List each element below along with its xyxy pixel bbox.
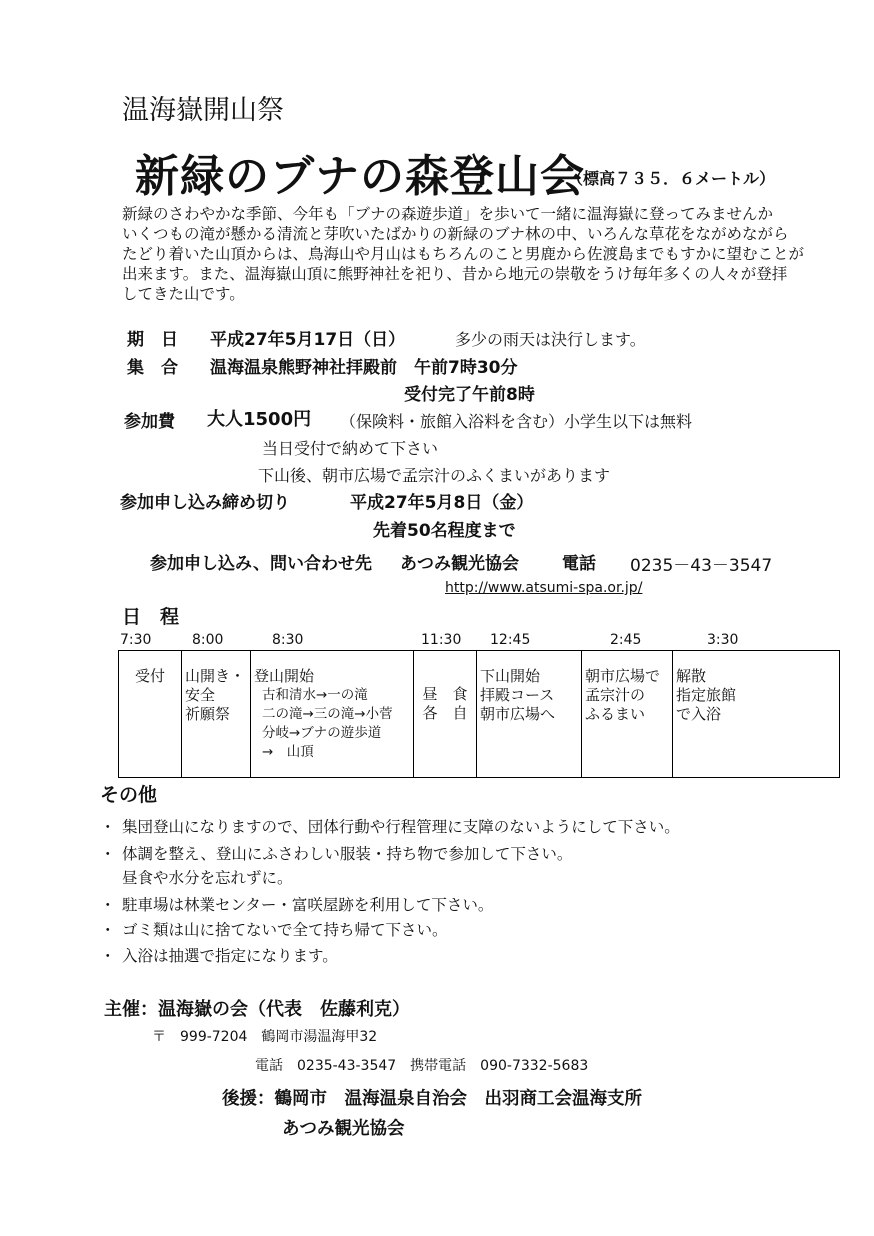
website-link[interactable]: http://www.atsumi-spa.or.jp/: [445, 580, 643, 596]
bullet-dot: ・: [100, 896, 116, 914]
bullet-dot: ・: [100, 921, 116, 939]
organizer-postal: 〒 999-7204 鶴岡市湯温海甲32: [152, 1029, 378, 1045]
time-label: 12:45: [490, 632, 531, 648]
list-item: 駐車場は林業センター・富咲屋跡を利用して下さい。: [122, 896, 494, 914]
meet-value: 温海温泉熊野神社拝殿前 午前7時30分: [210, 358, 518, 378]
date-value: 平成27年5月17日（日）: [210, 330, 406, 350]
deadline-value: 平成27年5月8日（金）: [350, 493, 534, 513]
bullet-dot: ・: [100, 947, 116, 965]
intro-paragraph: [122, 204, 822, 304]
schedule-heading: 日 程: [122, 606, 180, 628]
organizer-label: 主催：温海嶽の会（代表 佐藤利克）: [104, 999, 410, 1020]
schedule-cell: 朝市広場で 孟宗汁の ふるまい: [582, 651, 673, 778]
fee-label: 参加費: [124, 412, 175, 432]
support-label-2: あつみ観光協会: [282, 1119, 405, 1139]
intro-line: してきた山です。: [122, 285, 245, 303]
list-item: 入浴は抽選で指定になります。: [122, 947, 338, 965]
time-label: 8:00: [192, 632, 224, 648]
table-row: [119, 651, 840, 778]
schedule-cell: 昼 食 各 自: [414, 651, 477, 778]
meet-value-2: 受付完了午前8時: [404, 385, 535, 405]
meet-label: 集 合: [127, 358, 178, 378]
contact-tel: 0235－43－3547: [630, 556, 773, 576]
time-label: 3:30: [707, 632, 739, 648]
time-label: 8:30: [272, 632, 304, 648]
deadline-label: 参加申し込み締め切り: [120, 493, 290, 513]
schedule-cell: 山開き・ 安全 祈願祭: [182, 651, 251, 778]
support-label: 後援：鶴岡市 温海温泉自治会 出羽商工会温海支所: [222, 1089, 642, 1109]
fee-note: （保険料・旅館入浴料を含む）小学生以下は無料: [340, 412, 693, 431]
intro-line: いくつもの滝が懸かる清流と芽吹いたばかりの新緑のブナ林の中、いろんな草花をながめながら: [122, 225, 789, 243]
contact-tel-label: 電話: [562, 554, 596, 574]
schedule-cell: 解散 指定旅館 で入浴: [673, 651, 840, 778]
list-item: 集団登山になりますので、団体行動や行程管理に支障のないようにして下さい。: [122, 818, 680, 836]
intro-line: 出来ます。また、温海嶽山頂に熊野神社を祀り、昔から地元の崇敬をうけ毎年多くの人々が登拝: [122, 265, 788, 283]
capacity: 先着50名程度まで: [373, 521, 516, 541]
fee-note-3: 下山後、朝市広場で孟宗汁のふくまいがあります: [258, 466, 611, 485]
list-item: 昼食や水分を忘れずに。: [122, 869, 293, 887]
time-label: 11:30: [421, 632, 462, 648]
fee-note-2: 当日受付で納めて下さい: [262, 439, 439, 458]
bullet-dot: ・: [100, 845, 116, 863]
elevation-note: （標高７３５．６メートル）: [567, 169, 776, 188]
time-label: 7:30: [120, 632, 152, 648]
fee-value: 大人1500円: [207, 409, 312, 430]
schedule-cell: 受付: [119, 651, 182, 778]
list-item: ゴミ類は山に捨てないで全て持ち帰て下さい。: [122, 921, 448, 939]
intro-line: 新緑のさわやかな季節、今年も「ブナの森遊歩道」を歩いて一緒に温海嶽に登ってみませんか: [122, 205, 774, 223]
pre-title: 温海嶽開山祭: [122, 95, 284, 126]
time-label: 2:45: [610, 632, 642, 648]
intro-line: たどり着いた山頂からは、鳥海山や月山はもちろんのこと男鹿から佐渡島までもすかに望むことが: [122, 245, 805, 263]
date-note: 多少の雨天は決行します。: [455, 330, 646, 349]
organizer-phones: 電話 0235-43-3547 携帯電話 090-7332-5683: [255, 1058, 589, 1074]
other-heading: その他: [100, 784, 158, 806]
schedule-cell: 下山開始 拝殿コース 朝市広場へ: [477, 651, 582, 778]
bullet-dot: ・: [100, 818, 116, 836]
schedule-cell: 登山開始 古和清水→一の滝 二の滝→三の滝→小菅 分岐→ブナの遊歩道 → 山頂: [251, 651, 414, 778]
schedule-table: [118, 650, 840, 778]
page-title: 新緑のブナの森登山会: [135, 151, 585, 202]
contact-org: あつみ観光協会: [400, 554, 519, 574]
list-item: 体調を整え、登山にふさわしい服装・持ち物で参加して下さい。: [122, 845, 573, 863]
date-label: 期 日: [127, 330, 178, 350]
contact-label: 参加申し込み、問い合わせ先: [150, 554, 373, 574]
